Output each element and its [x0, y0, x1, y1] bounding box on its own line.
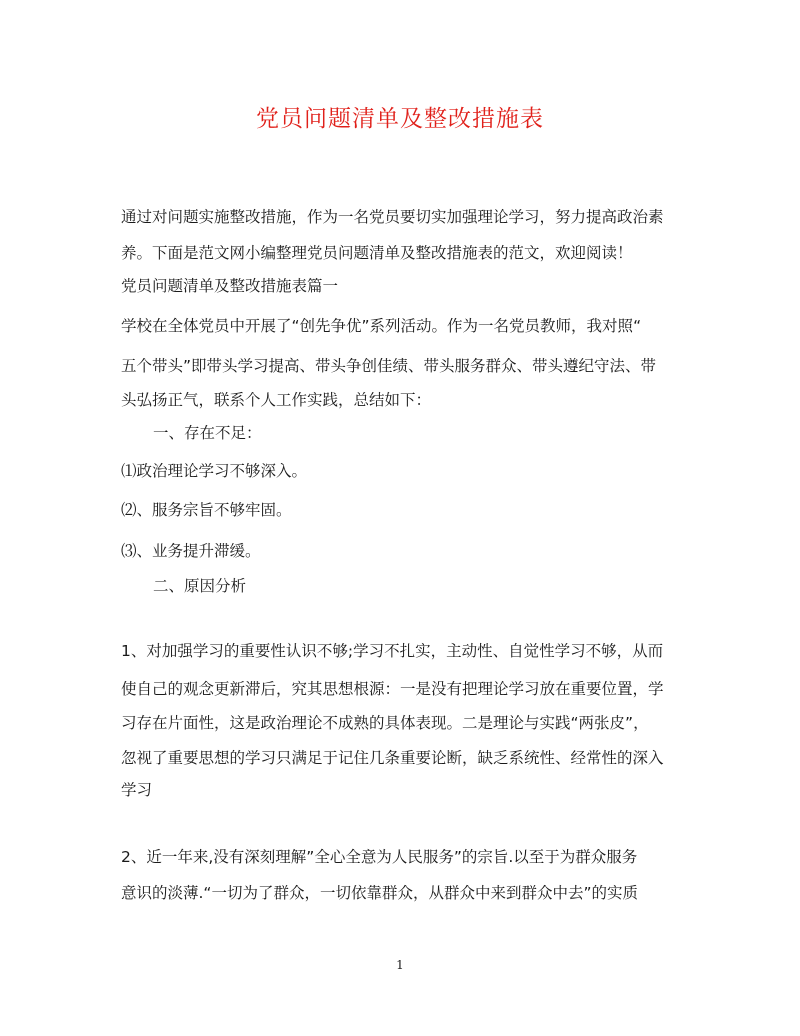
- paragraph-line: 忽视了重要思想的学习只满足于记住几条重要论断，缺乏系统性、经常性的深入: [121, 749, 664, 767]
- page-number: 1: [396, 958, 404, 972]
- subheading: 二、原因分析: [153, 577, 247, 595]
- document-title: 党员问题清单及整改措施表: [256, 106, 544, 132]
- paragraph-line: 通过对问题实施整改措施，作为一名党员要切实加强理论学习，努力提高政治素: [121, 208, 664, 226]
- section-heading: 党员问题清单及整改措施表篇一: [121, 277, 339, 295]
- paragraph-line: 使自己的观念更新滞后，究其思想根源：一是没有把理论学习放在重要位置，学: [121, 680, 664, 698]
- paragraph-line: 学习: [121, 781, 153, 799]
- subheading: 一、存在不足：: [153, 424, 262, 442]
- paragraph-line: 意识的淡薄.“一切为了群众，一切依靠群众，从群众中来到群众中去”的实质: [121, 884, 638, 902]
- paragraph-line: 2、近一年来,没有深刻理解”全心全意为人民服务”的宗旨.以至于为群众服务: [121, 848, 638, 866]
- list-item: ⑴政治理论学习不够深入。: [121, 462, 308, 480]
- paragraph-line: 习存在片面性，这是政治理论不成熟的具体表现。二是理论与实践“两张皮”，: [121, 714, 649, 732]
- paragraph-line: 学校在全体党员中开展了“创先争优”系列活动。作为一名党员教师，我对照“: [121, 317, 642, 335]
- list-item: ⑵、服务宗旨不够牢固。: [121, 501, 292, 519]
- list-item: ⑶、业务提升滞缓。: [121, 542, 261, 560]
- paragraph-line: 1、对加强学习的重要性认识不够;学习不扎实，主动性、自觉性学习不够，从而: [121, 642, 664, 660]
- paragraph-line: 养。下面是范文网小编整理党员问题清单及整改措施表的范文，欢迎阅读！: [121, 244, 633, 262]
- paragraph-line: 头弘扬正气，联系个人工作实践，总结如下：: [121, 391, 432, 409]
- paragraph-line: 五个带头”即带头学习提高、带头争创佳绩、带头服务群众、带头遵纪守法、带: [121, 357, 657, 375]
